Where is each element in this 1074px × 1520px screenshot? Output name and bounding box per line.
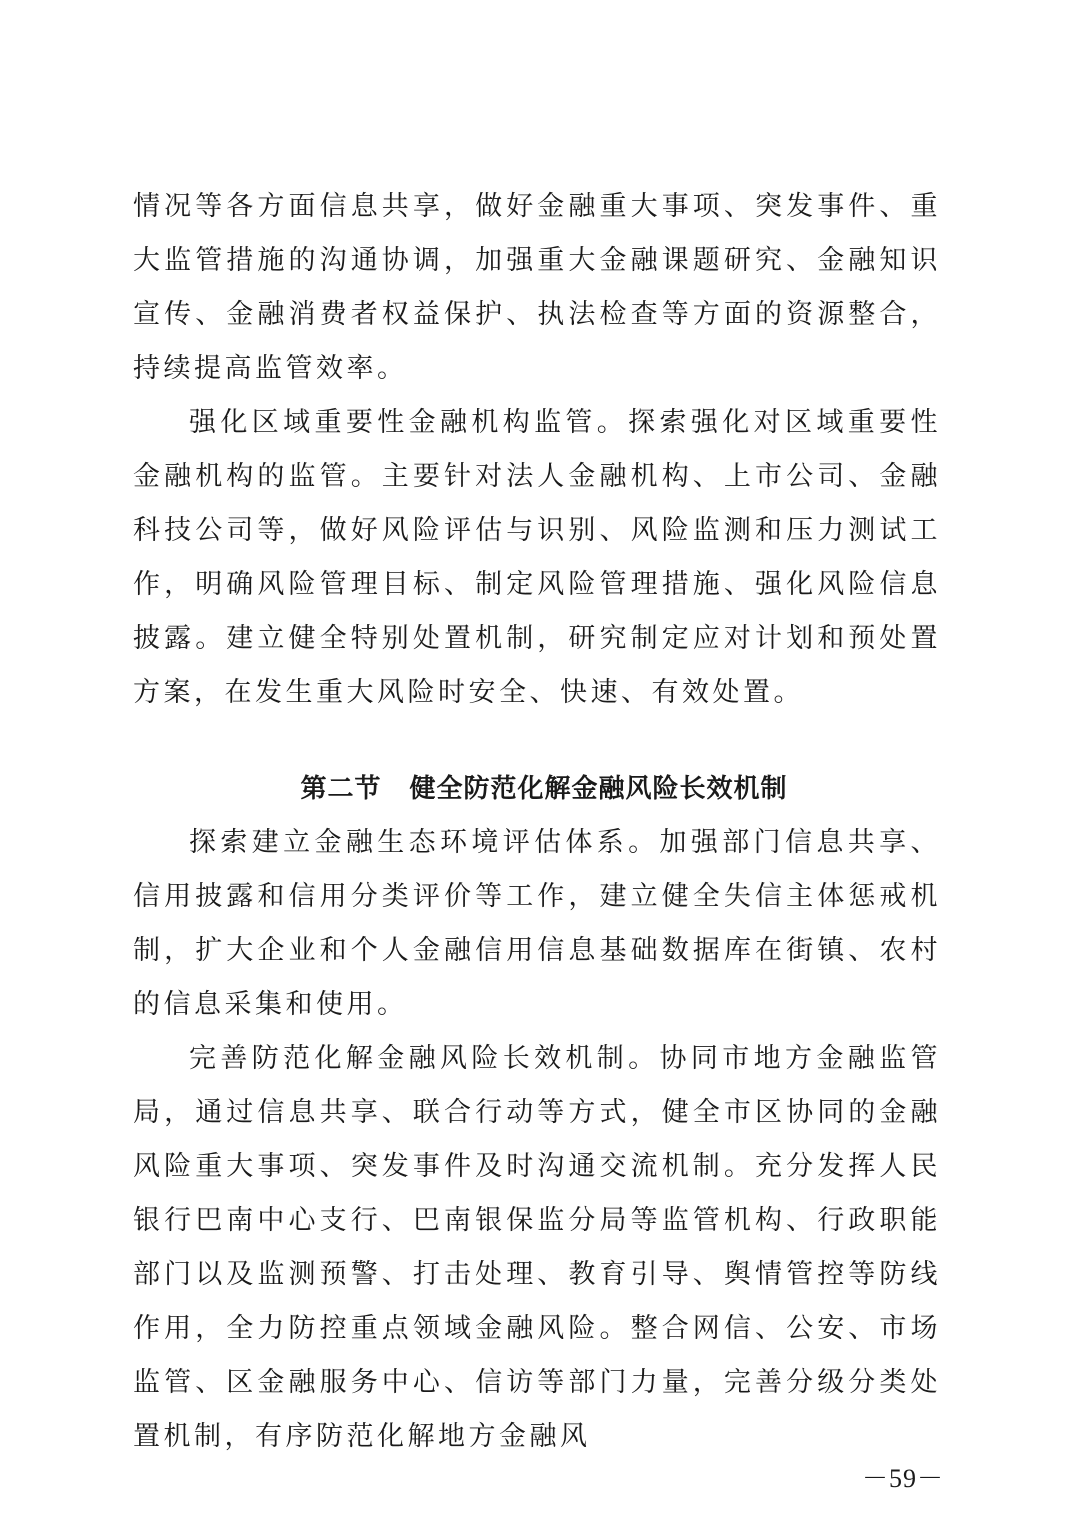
paragraph-risk-mechanism: 完善防范化解金融风险长效机制。协同市地方金融监管局，通过信息共享、联合行动等方式，健全市区协同的金融风险重大事项、突发事件及时沟通交流机制。充分发挥人民银行巴南中心支行、巴南银保监分局等监管机构、行政职能部门以及监测预警、打击处理、教育引导、舆情管控等防线作用，全力防控重点领域金融风险。整合网信、公安、市场监管、区金融服务中心、信访等部门力量，完善分级分类处置机制，有序防范化解地方金融风 — [133, 1043, 941, 1452]
paragraph-ecosystem-evaluation: 探索建立金融生态环境评估体系。加强部门信息共享、信用披露和信用分类评价等工作，建立健全失信主体惩戒机制，扩大企业和个人金融信用信息基础数据库在街镇、农村的信息采集和使用。 — [133, 827, 941, 1020]
page-number: －59－ — [861, 1464, 944, 1493]
section-title: 健全防范化解金融风险长效机制 — [409, 774, 788, 804]
document-page — [133, 180, 941, 1464]
section-heading — [133, 762, 941, 816]
section-spacer — [133, 720, 941, 762]
section-number: 第二节 — [300, 774, 382, 804]
paragraph-continuation: 情况等各方面信息共享，做好金融重大事项、突发事件、重大监管措施的沟通协调，加强重大金融课题研究、金融知识宣传、金融消费者权益保护、执法检查等方面的资源整合，持续提高监管效率。 — [133, 191, 941, 384]
paragraph-regional-supervision: 强化区域重要性金融机构监管。探索强化对区域重要性金融机构的监管。主要针对法人金融机构、上市公司、金融科技公司等，做好风险评估与识别、风险监测和压力测试工作，明确风险管理目标、制定风险管理措施、强化风险信息披露。建立健全特别处置机制，研究制定应对计划和预处置方案，在发生重大风险时安全、快速、有效处置。 — [133, 407, 941, 708]
